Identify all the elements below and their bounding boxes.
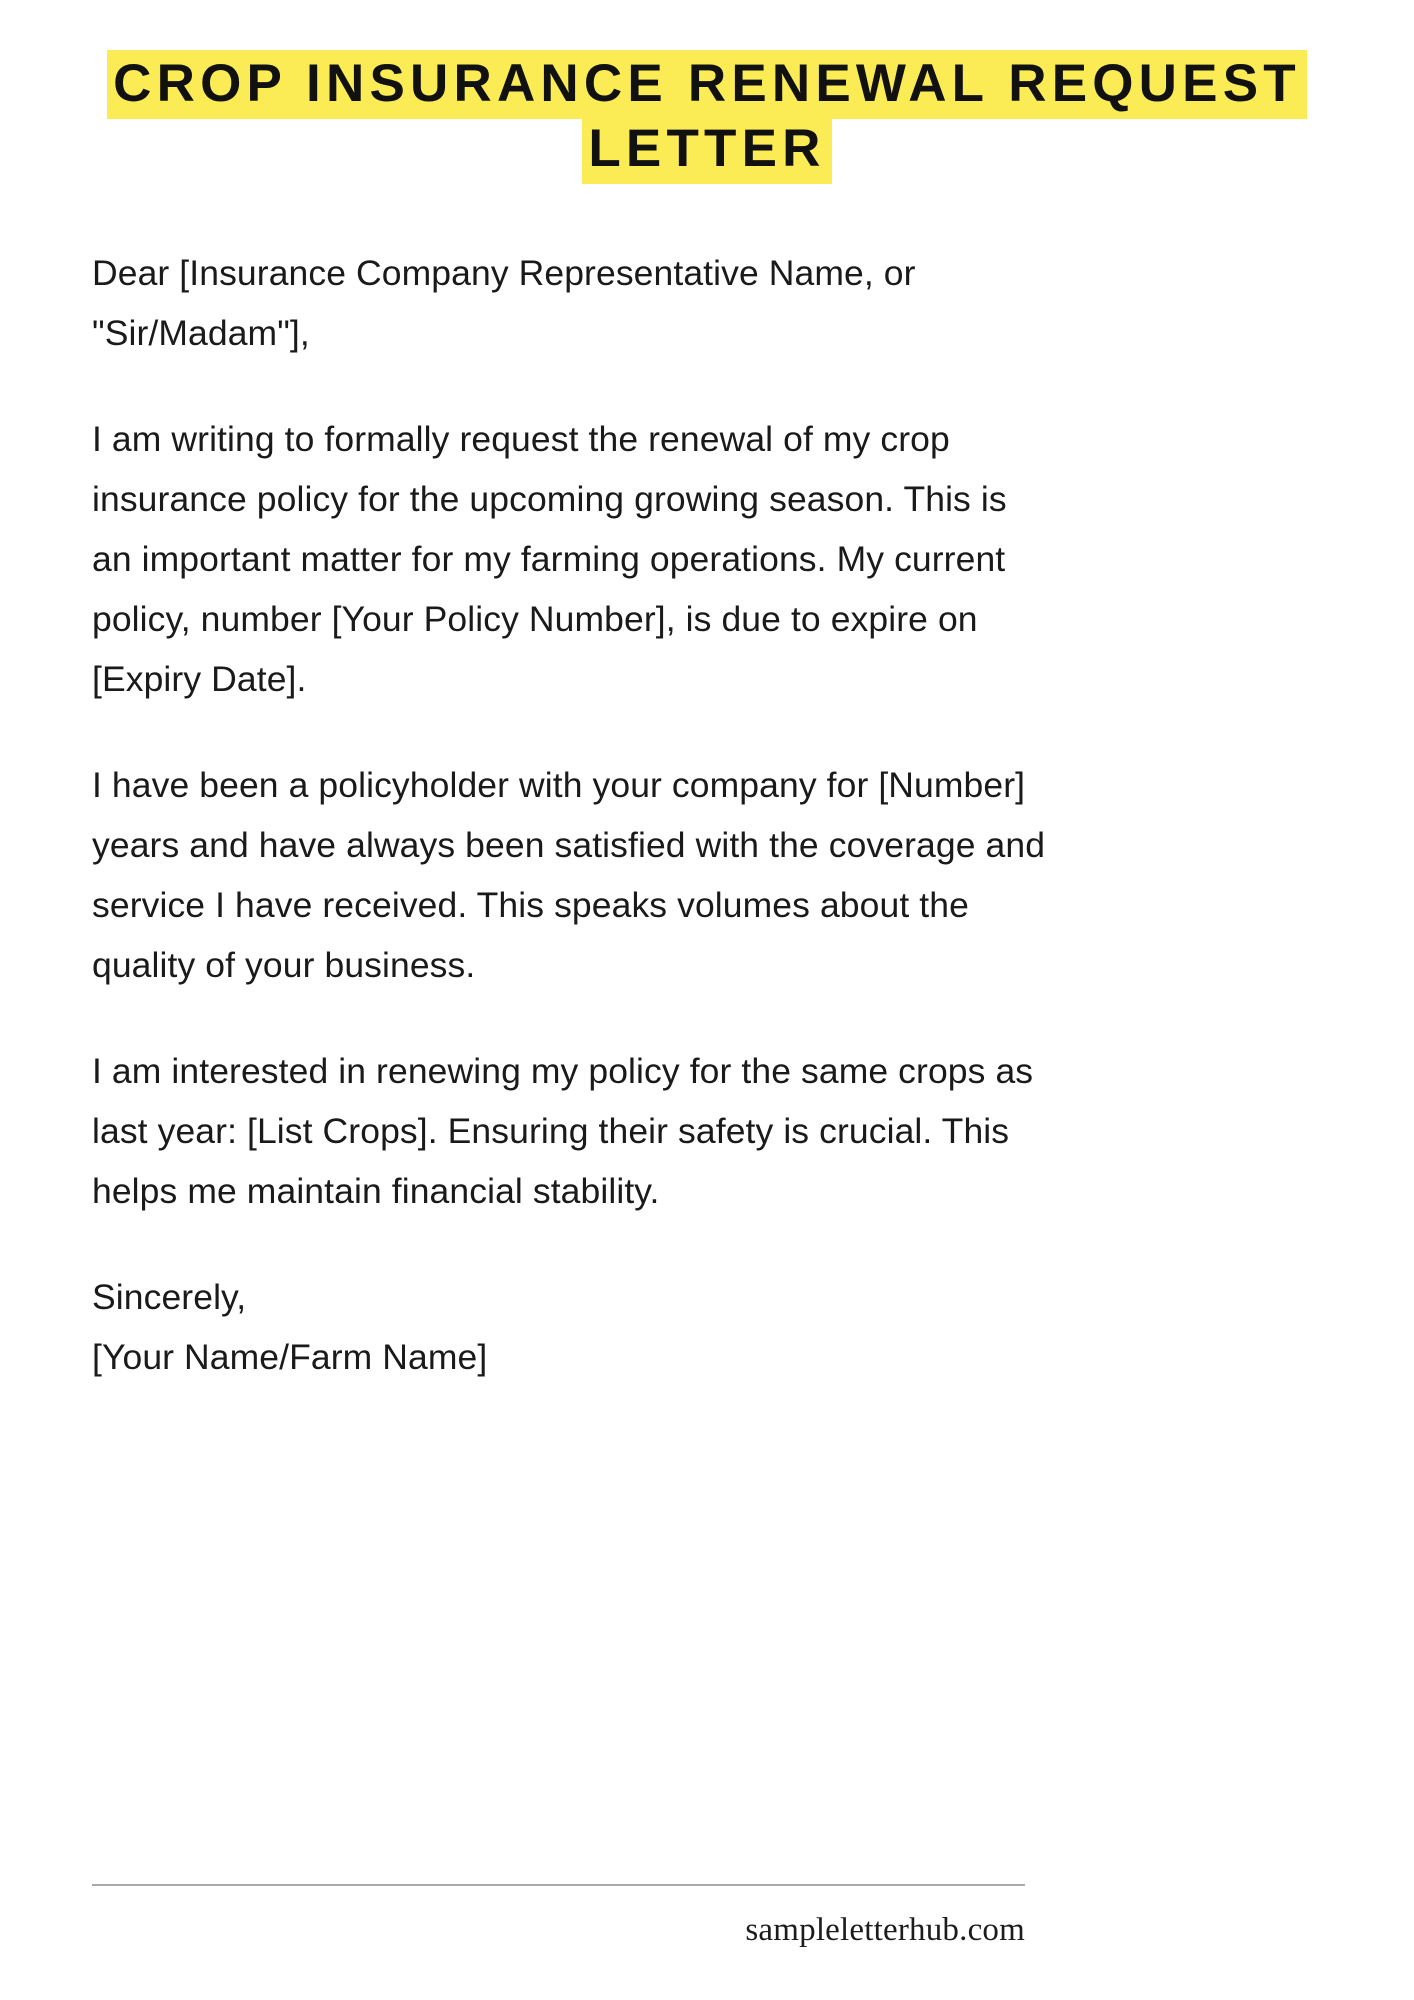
footer-divider [92, 1884, 1025, 1886]
page-title-line-1 [8, 52, 1406, 117]
letter-paragraph-3: I am interested in renewing my policy for the same crops as last year: [List Crops]. Ensuring their safety is crucial. This helps me maintain financial stability. [92, 1051, 1034, 1212]
page-title-line-2 [8, 117, 1406, 182]
letter-closing: Sincerely, [92, 1277, 247, 1318]
letter-signature-name: [Your Name/Farm Name] [92, 1337, 488, 1378]
page-title-line-1-text: CROP INSURANCE RENEWAL REQUEST [107, 50, 1307, 119]
letter-signature-block [92, 1267, 1047, 1387]
footer-site-url: sampleletterhub.com [745, 1911, 1025, 1948]
letter-body [0, 181, 1414, 1387]
letter-paragraph-1: I am writing to formally request the renewal of my crop insurance policy for the upcoming growing season. This is an important matter for my farming operations. My current policy, number [Your Policy Number], is due to expire on [Expiry Date]. [92, 419, 1007, 700]
page-title-line-2-text: LETTER [582, 115, 831, 184]
page-footer [92, 1884, 1322, 1948]
letter-paragraph-2: I have been a policyholder with your company for [Number] years and have always been satisfied with the coverage and service I have received. This speaks volumes about the quality of your business. [92, 765, 1046, 986]
letter-salutation: Dear [Insurance Company Representative Name, or "Sir/Madam"], [92, 253, 916, 354]
page-title [0, 0, 1414, 181]
